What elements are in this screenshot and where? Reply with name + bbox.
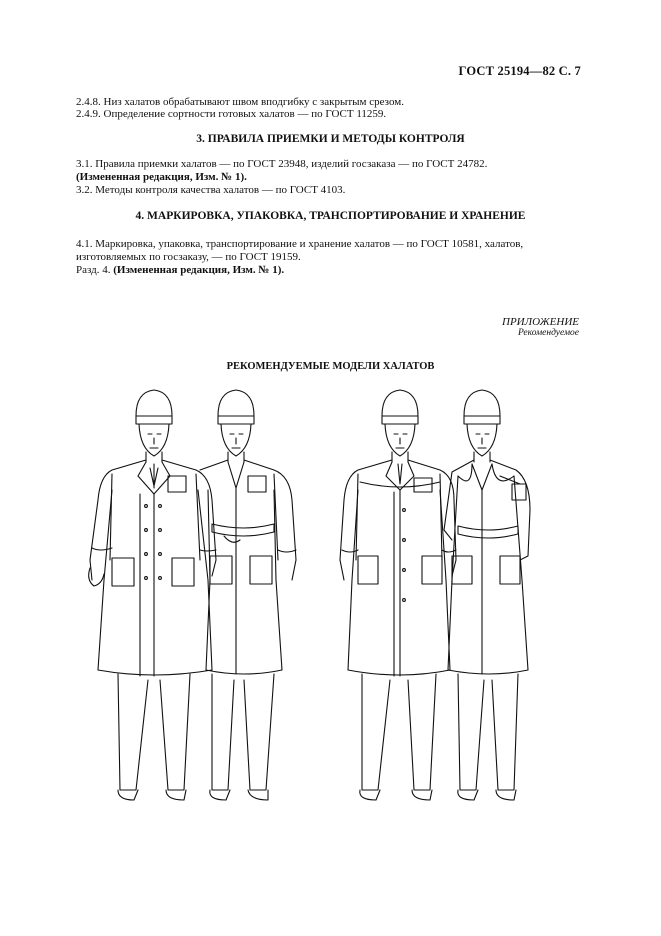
razd-amendment: (Измененная редакция, Изм. № 1). [113,264,285,276]
page-header: ГОСТ 25194—82 С. 7 [458,64,581,78]
amendment-3-1: (Измененная редакция, Изм. № 1). [76,171,247,183]
section-4-amendment [76,264,284,276]
appendix-sublabel: Рекомендуемое [517,328,579,338]
section-3-title: 3. ПРАВИЛА ПРИЕМКИ И МЕТОДЫ КОНТРОЛЯ [196,133,465,145]
razd-prefix: Разд. 4. [76,264,111,276]
model-2-belted-coat [200,390,296,800]
section-4-title: 4. МАРКИРОВКА, УПАКОВКА, ТРАНСПОРТИРОВАНИЕ И ХРАНЕНИЕ [135,210,526,222]
paragraph-4-1-line1: 4.1. Маркировка, упаковка, транспортирование и хранение халатов — по ГОСТ 10581, халатов, [76,238,524,250]
coat-models-figure [60,380,600,810]
model-1-double-breasted-coat [89,390,216,800]
paragraph-2-4-9: 2.4.9. Определение сортности готовых халатов — по ГОСТ 11259. [76,108,387,120]
paragraph-2-4-8: 2.4.8. Низ халатов обрабатывают швом вподгибку с закрытым срезом. [76,96,404,108]
model-3-single-breasted-coat [340,390,456,800]
appendix-label: ПРИЛОЖЕНИЕ [502,316,579,328]
paragraph-3-1: 3.1. Правила приемки халатов — по ГОСТ 23948, изделий госзаказа — по ГОСТ 24782. [76,158,488,170]
model-4-sleeveless-coat [444,390,530,800]
paragraph-3-2: 3.2. Методы контроля качества халатов — по ГОСТ 4103. [76,184,346,196]
paragraph-4-1-line2: изготовляемых по госзаказу, — по ГОСТ 19159. [76,251,301,263]
figure-title: РЕКОМЕНДУЕМЫЕ МОДЕЛИ ХАЛАТОВ [226,361,435,372]
